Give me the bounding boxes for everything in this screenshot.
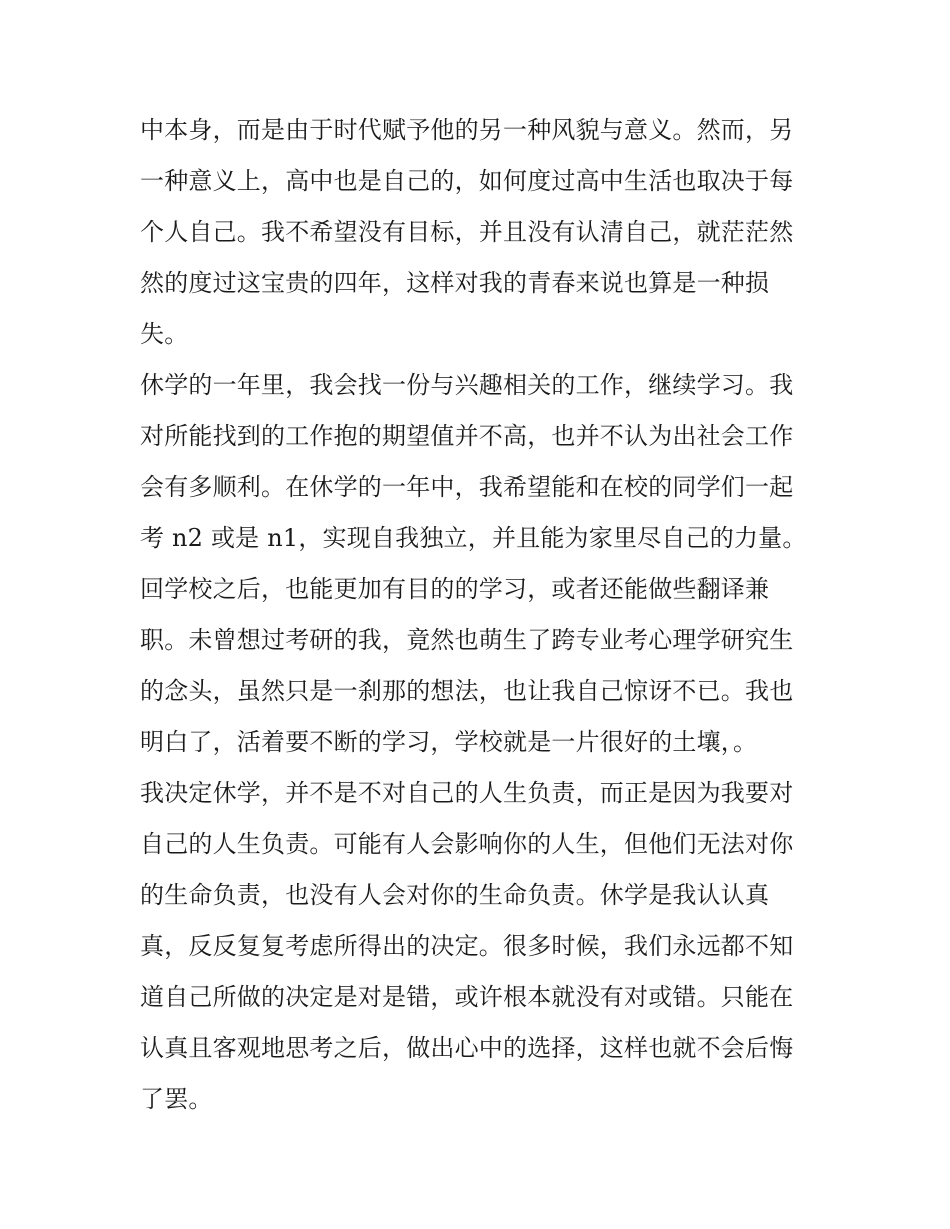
text-line: 一种意义上，高中也是自己的，如何度过高中生活也取决于每 [140,167,794,195]
document-body [140,105,820,1125]
text-line: 考 n2 或是 n1，实现自我独立，并且能为家里尽自己的力量。 [140,524,807,552]
text-line: 失。 [140,320,189,348]
text-line: 我决定休学，并不是不对自己的人生负责，而正是因为我要对 [140,779,794,807]
text-line: 自己的人生负责。可能有人会影响你的人生，但他们无法对你 [140,830,794,858]
text-line: 认真且客观地思考之后，做出心中的选择，这样也就不会后悔 [140,1034,794,1062]
text-line: 职。未曾想过考研的我，竟然也萌生了跨专业考心理学研究生 [140,626,794,654]
text-line: 对所能找到的工作抱的期望值并不高，也并不认为出社会工作 [140,422,794,450]
text-line: 会有多顺利。在休学的一年中，我希望能和在校的同学们一起 [140,473,794,501]
text-line: 休学的一年里，我会找一份与兴趣相关的工作，继续学习。我 [140,371,794,399]
text-line: 个人自己。我不希望没有目标，并且没有认清自己，就茫茫然 [140,218,794,246]
text-line: 道自己所做的决定是对是错，或许根本就没有对或错。只能在 [140,983,794,1011]
text-line: 的生命负责，也没有人会对你的生命负责。休学是我认认真 [140,881,770,909]
text-line: 中本身，而是由于时代赋予他的另一种风貌与意义。然而，另 [140,116,794,144]
text-line: 了罢。 [140,1085,213,1113]
text-line: 然的度过这宝贵的四年，这样对我的青春来说也算是一种损 [140,269,770,297]
text-line: 明白了，活着要不断的学习，学校就是一片很好的土壤，。 [140,728,758,756]
text-line: 真，反反复复考虑所得出的决定。很多时候，我们永远都不知 [140,932,794,960]
text-line: 回学校之后，也能更加有目的的学习，或者还能做些翻译兼 [140,575,770,603]
text-line: 的念头，虽然只是一刹那的想法，也让我自己惊讶不已。我也 [140,677,794,705]
